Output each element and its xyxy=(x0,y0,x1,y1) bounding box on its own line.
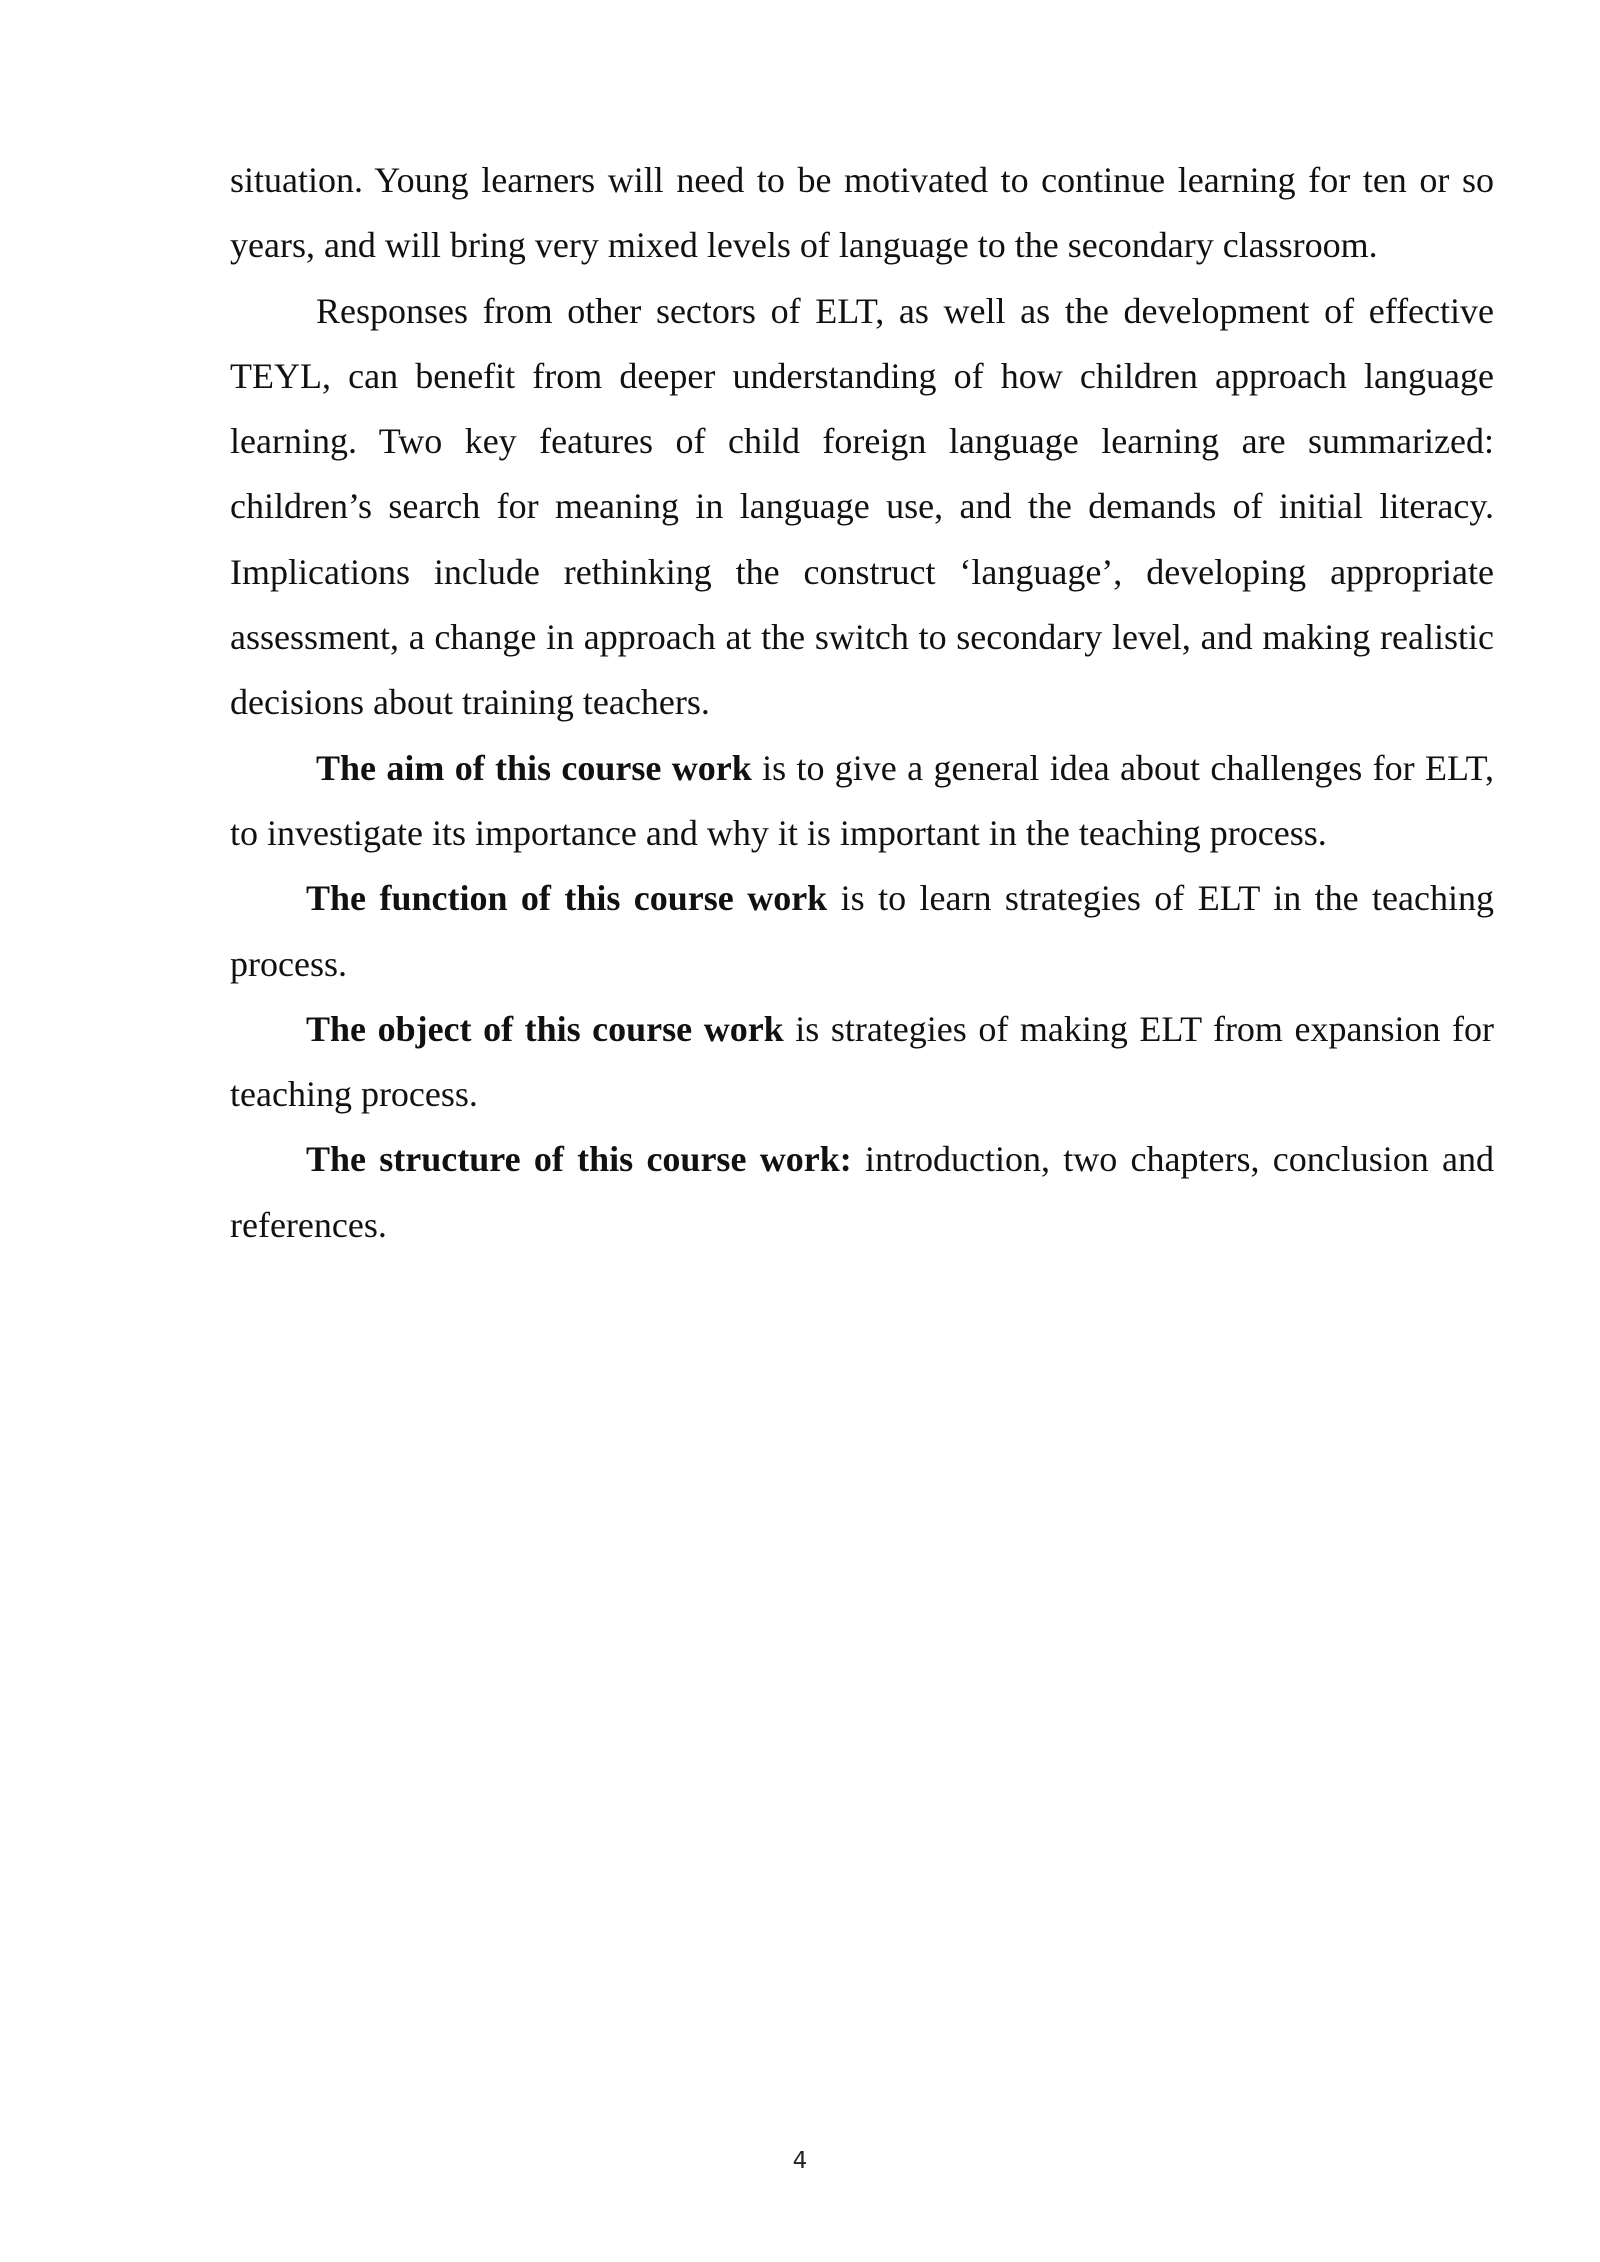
structure-lead: The structure of this course work: xyxy=(306,1139,852,1180)
paragraph-text: is strategies of making ELT from expansion for teaching process. xyxy=(230,1008,1494,1115)
paragraph-text: situation. Young learners will need to be motivated to continue learning for ten or so years, and will bring very mixed levels of language to the secondary classroom. xyxy=(230,160,1494,266)
object-lead: The object of this course work xyxy=(306,1008,784,1049)
paragraph-structure xyxy=(230,1127,1494,1258)
function-lead: The function of this course work xyxy=(306,878,828,919)
paragraph-text: introduction, two chapters, conclusion and references. xyxy=(230,1139,1494,1245)
paragraph-object xyxy=(230,997,1494,1128)
paragraph-text: is to give a general idea about challenges for ELT, to investigate its importance and why it is important in the teaching process. xyxy=(230,747,1494,853)
paragraph-responses xyxy=(230,279,1494,736)
page-number: 4 xyxy=(792,2148,808,2174)
paragraph-continued xyxy=(230,148,1494,279)
paragraph-text: Responses from other sectors of ELT, as well as the development of effective TEYL, can benefit from deeper understanding of how children approach language learning. Two key features of child foreign language learning are summarized: children’s search for meaning in language use, and the demands of initial literacy. Implications include rethinking the construct ‘language’, developing appropriate assessment, a change in approach at the switch to secondary level, and making realistic decisions about training teachers. xyxy=(230,290,1494,723)
paragraph-aim xyxy=(230,736,1494,867)
body-text xyxy=(230,148,1494,1258)
paragraph-text: is to learn strategies of ELT in the teaching process. xyxy=(230,878,1494,984)
aim-lead: The aim of this course work xyxy=(316,747,752,788)
paragraph-function xyxy=(230,866,1494,997)
